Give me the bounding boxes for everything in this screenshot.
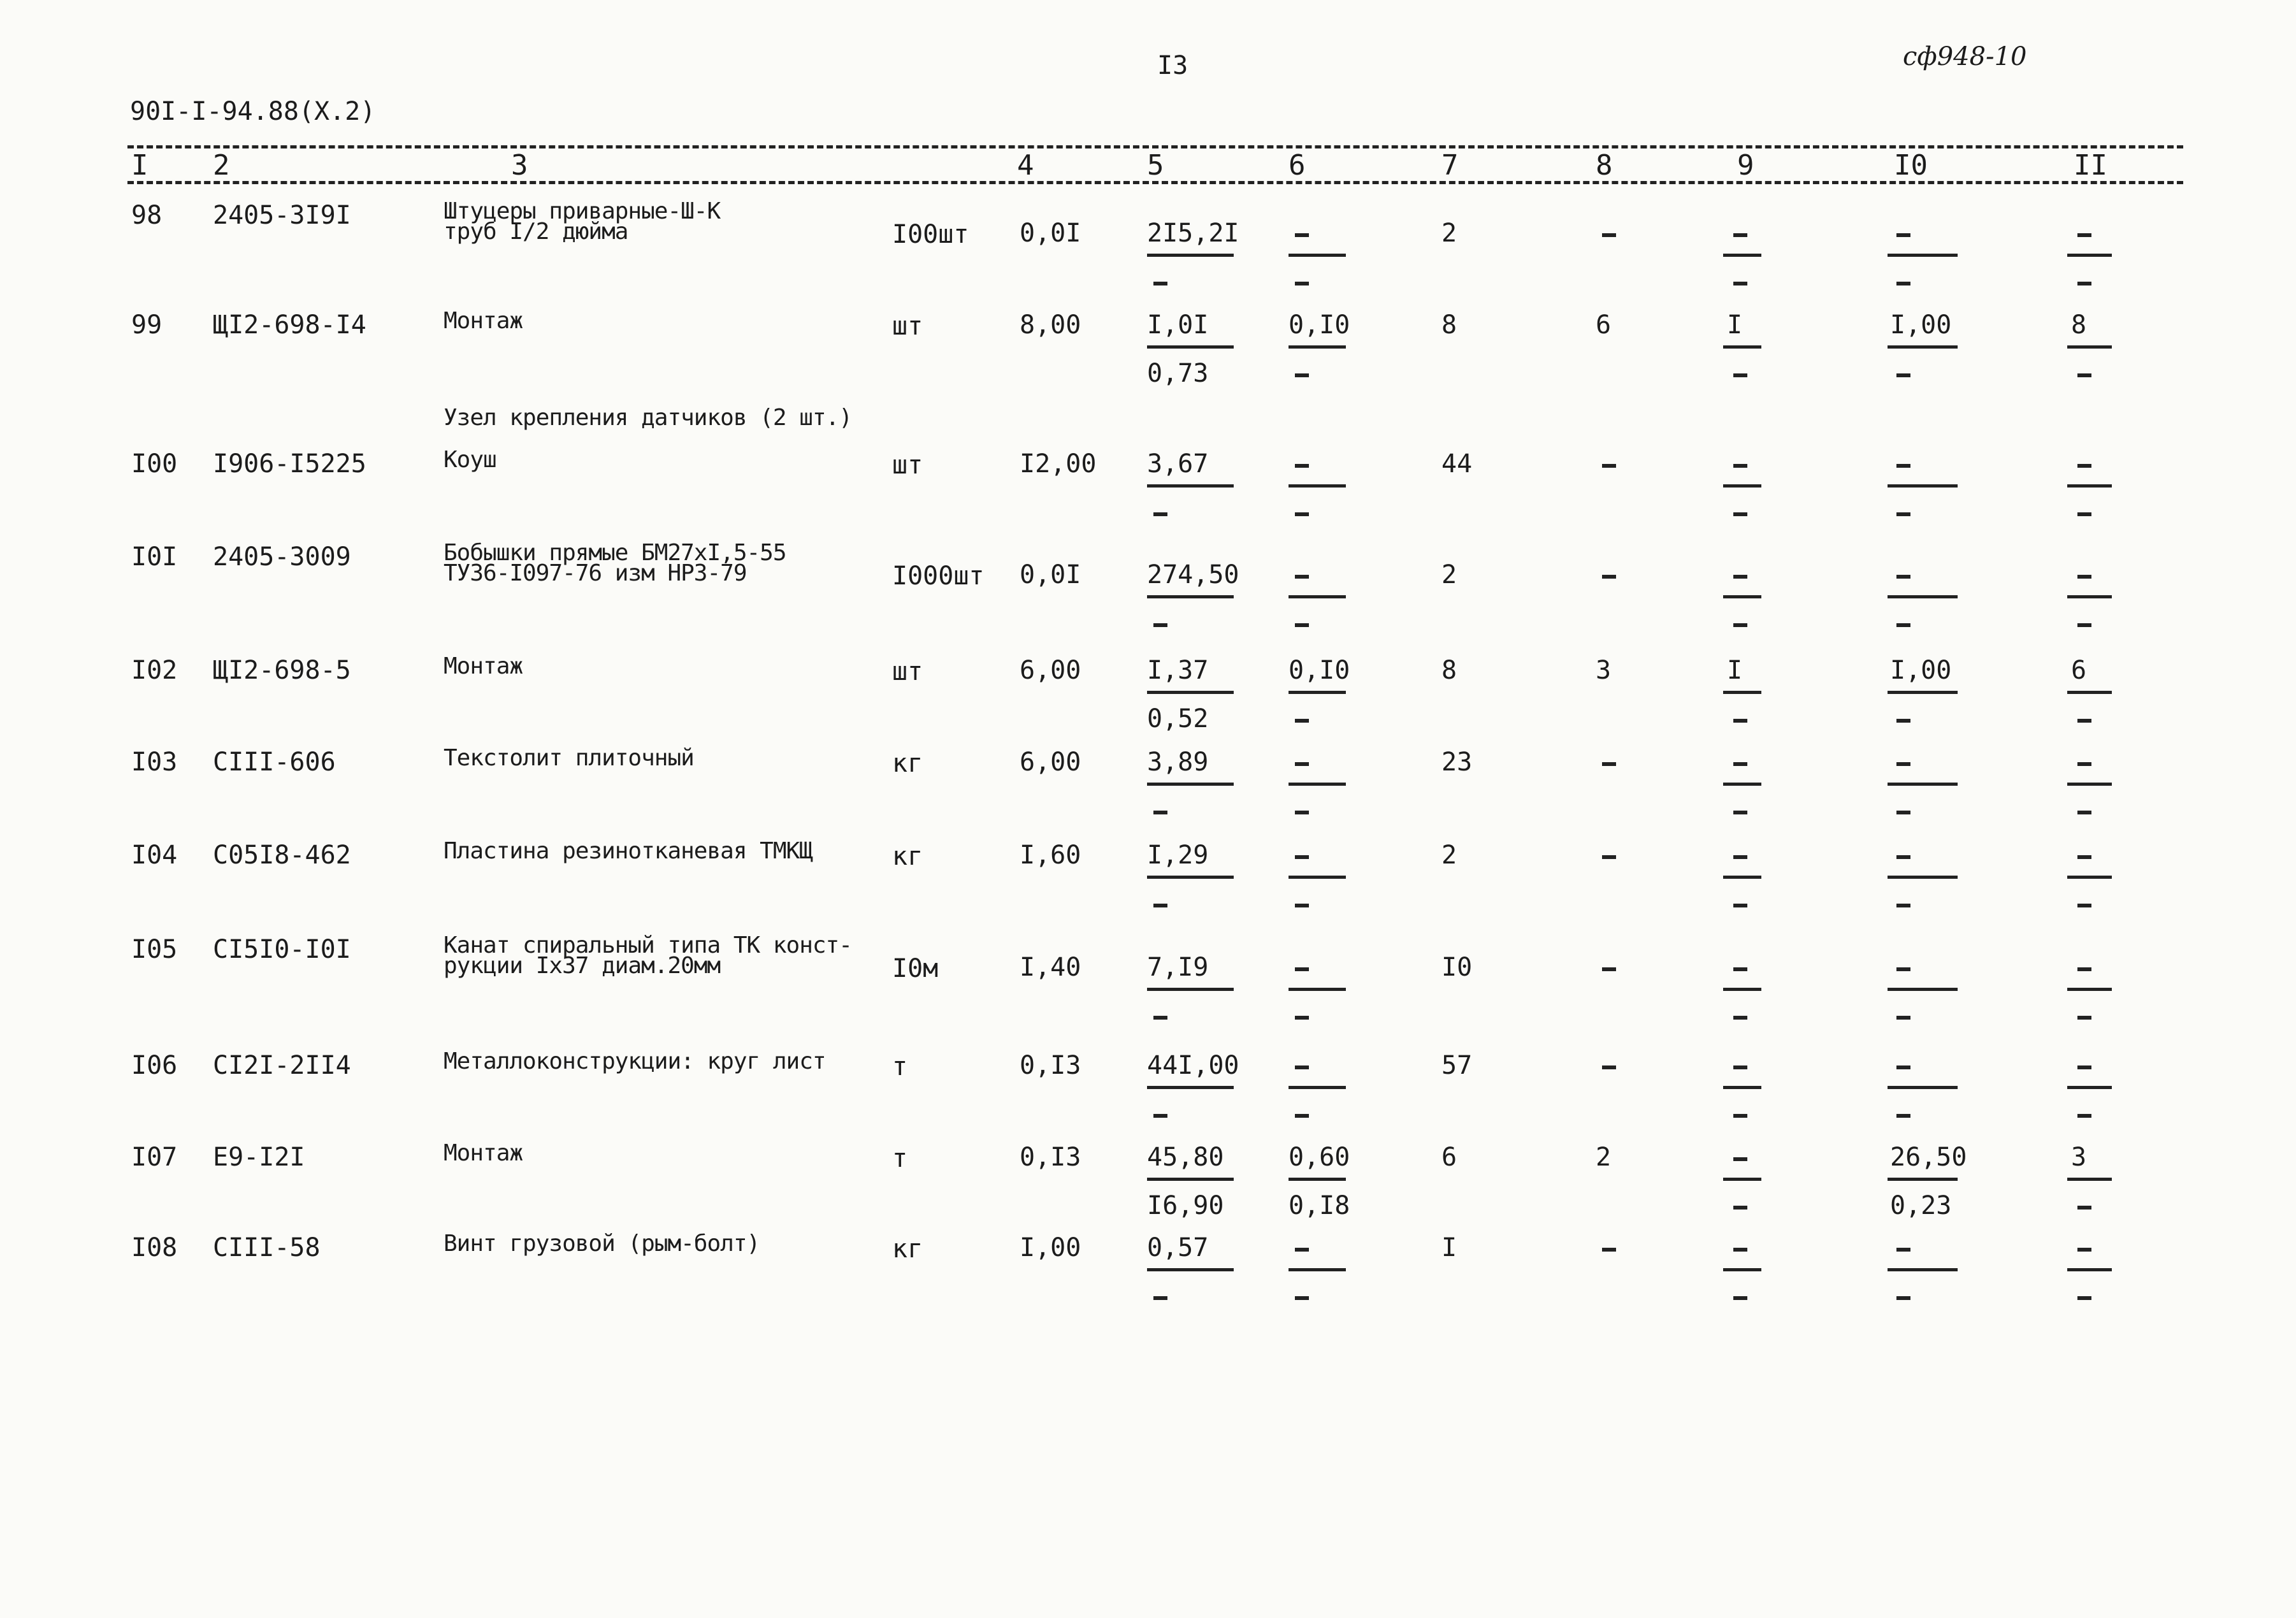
labor-hours-machine	[1896, 904, 1910, 907]
fraction-bar	[1723, 254, 1761, 257]
labor-hours	[1896, 762, 1910, 766]
total-cost: 8	[1441, 310, 1457, 340]
empty-dash	[1733, 282, 1747, 285]
empty-dash	[1733, 904, 1747, 907]
column-header: I	[131, 149, 148, 182]
item-description: Канат спиральный типа ТК конст-	[444, 932, 852, 958]
fraction-bar	[2067, 595, 2112, 598]
price-code: С05I8-462	[213, 841, 351, 870]
empty-dash	[2077, 1206, 2091, 1210]
column-header: II	[2074, 149, 2107, 182]
labor-value	[1733, 967, 1747, 971]
header-rule-top	[127, 145, 2183, 148]
fraction-bar	[1723, 1268, 1761, 1271]
fraction-bar	[1147, 484, 1234, 488]
unit-of-measure: кг	[892, 842, 923, 871]
item-description: Бобышки прямые БМ27хI,5-55	[444, 540, 786, 566]
quantity: 0,0I	[1020, 219, 1081, 248]
item-description-line2: труб I/2 дюйма	[444, 219, 628, 245]
fraction-bar	[2067, 988, 2112, 991]
labor-total: 3	[2071, 1143, 2087, 1172]
fraction-bar	[1147, 345, 1234, 349]
labor-hours	[1896, 1065, 1910, 1069]
fraction-bar	[1289, 691, 1346, 694]
unit-cost-total: 44I,00	[1147, 1051, 1239, 1080]
labor-hours	[1896, 575, 1910, 579]
fraction-bar	[2067, 691, 2112, 694]
fraction-bar	[1147, 1268, 1234, 1271]
empty-dash	[1733, 512, 1747, 516]
fraction-bar	[1147, 595, 1234, 598]
machine-cost: 0,60	[1289, 1143, 1350, 1172]
fraction-bar	[1289, 988, 1346, 991]
quantity: I,00	[1020, 1233, 1081, 1262]
machine-cost	[1295, 855, 1309, 859]
fraction-bar	[2067, 345, 2112, 349]
empty-dash	[2077, 373, 2091, 377]
labor-value	[1733, 1065, 1747, 1069]
total-cost: 44	[1441, 449, 1473, 479]
section-caption: Узел крепления датчиков (2 шт.)	[444, 405, 852, 431]
empty-dash	[1295, 282, 1309, 285]
column-header: 2	[213, 149, 230, 182]
labor-total: 6	[2071, 656, 2087, 685]
empty-dash	[1733, 1114, 1747, 1118]
item-description: Монтаж	[444, 308, 523, 334]
unit-cost-total: I,0I	[1147, 310, 1209, 340]
labor-total	[2077, 1065, 2091, 1069]
unit-cost-wages	[1153, 512, 1167, 516]
unit-of-measure: шт	[892, 451, 923, 480]
empty-dash	[2077, 811, 2091, 814]
document-reference: 90I-I-94.88(X.2)	[130, 97, 376, 126]
machine-cost	[1295, 1248, 1309, 1252]
fraction-bar	[2067, 1178, 2112, 1181]
unit-cost-wages: 0,52	[1147, 704, 1209, 733]
unit-cost-wages	[1153, 904, 1167, 907]
unit-of-measure: шт	[892, 312, 923, 341]
row-number: I03	[131, 748, 178, 777]
fraction-bar	[1888, 988, 1958, 991]
unit-cost-wages	[1153, 1296, 1167, 1300]
fraction-bar	[1888, 1178, 1958, 1181]
unit-of-measure: I0м	[892, 954, 939, 983]
column-header: 6	[1289, 149, 1306, 182]
machine-cost	[1295, 967, 1309, 971]
labor-hours: I,00	[1890, 656, 1952, 685]
labor-hours	[1896, 967, 1910, 971]
total-cost: 2	[1441, 219, 1457, 248]
total-cost: I	[1441, 1233, 1457, 1262]
labor-total: 8	[2071, 310, 2087, 340]
empty-dash	[2077, 282, 2091, 285]
labor-total	[2077, 855, 2091, 859]
price-code: Е9-I2I	[213, 1143, 305, 1172]
fraction-bar	[1723, 1178, 1761, 1181]
labor-value	[1733, 464, 1747, 468]
labor-hours	[1896, 464, 1910, 468]
empty-dash	[1295, 1296, 1309, 1300]
total-cost: 2	[1441, 560, 1457, 589]
empty-dash	[1295, 904, 1309, 907]
unit-cost-wages	[1153, 1114, 1167, 1118]
fraction-bar	[1289, 484, 1346, 488]
quantity: 0,I3	[1020, 1143, 1081, 1172]
total-machine	[1602, 855, 1616, 859]
fraction-bar	[1723, 595, 1761, 598]
fraction-bar	[1723, 1086, 1761, 1089]
unit-of-measure: т	[892, 1052, 908, 1081]
total-machine: 2	[1596, 1143, 1612, 1172]
fraction-bar	[1888, 345, 1958, 349]
fraction-bar	[1723, 345, 1761, 349]
row-number: I06	[131, 1051, 178, 1080]
empty-dash	[2077, 904, 2091, 907]
fraction-bar	[1723, 988, 1761, 991]
item-description: Штуцеры приварные-Ш-К	[444, 198, 721, 224]
price-code: СIII-606	[213, 748, 336, 777]
empty-dash	[1733, 623, 1747, 627]
machine-cost	[1295, 762, 1309, 766]
fraction-bar	[1723, 691, 1761, 694]
empty-dash	[2077, 1114, 2091, 1118]
labor-hours-machine	[1896, 282, 1910, 285]
labor-hours-machine: 0,23	[1890, 1191, 1952, 1220]
labor-total	[2077, 1248, 2091, 1252]
empty-dash	[1733, 373, 1747, 377]
labor-value	[1733, 233, 1747, 237]
fraction-bar	[2067, 254, 2112, 257]
empty-dash	[1733, 811, 1747, 814]
price-code: 2405-3009	[213, 542, 351, 572]
price-code: СI5I0-I0I	[213, 935, 351, 964]
labor-total	[2077, 762, 2091, 766]
unit-cost-total: 7,I9	[1147, 953, 1209, 982]
item-description: Коуш	[444, 447, 496, 473]
labor-hours-machine	[1896, 373, 1910, 377]
item-description: Монтаж	[444, 1140, 523, 1166]
labor-value: I	[1727, 656, 1743, 685]
unit-cost-total: 2I5,2I	[1147, 219, 1239, 248]
total-cost: I0	[1441, 953, 1473, 982]
column-header: 5	[1147, 149, 1164, 182]
unit-cost-total: 0,57	[1147, 1233, 1209, 1262]
empty-dash	[2077, 512, 2091, 516]
row-number: 98	[131, 201, 162, 230]
quantity: 0,I3	[1020, 1051, 1081, 1080]
total-machine	[1602, 575, 1616, 579]
machine-wages: 0,I8	[1289, 1191, 1350, 1220]
empty-dash	[1295, 1114, 1309, 1118]
fraction-bar	[2067, 1086, 2112, 1089]
column-header: 3	[511, 149, 528, 182]
fraction-bar	[1147, 1178, 1234, 1181]
labor-hours-machine	[1896, 1016, 1910, 1020]
fraction-bar	[1289, 595, 1346, 598]
fraction-bar	[1723, 783, 1761, 786]
fraction-bar	[1147, 876, 1234, 879]
labor-value	[1733, 575, 1747, 579]
row-number: 99	[131, 310, 162, 340]
unit-of-measure: кг	[892, 749, 923, 778]
quantity: 6,00	[1020, 656, 1081, 685]
labor-total	[2077, 464, 2091, 468]
labor-hours-machine	[1896, 811, 1910, 814]
machine-cost	[1295, 464, 1309, 468]
labor-hours	[1896, 855, 1910, 859]
fraction-bar	[1888, 595, 1958, 598]
total-machine	[1602, 464, 1616, 468]
labor-hours: I,00	[1890, 310, 1952, 340]
unit-cost-total: 45,80	[1147, 1143, 1224, 1172]
quantity: 0,0I	[1020, 560, 1081, 589]
fraction-bar	[1888, 783, 1958, 786]
unit-cost-total: 3,67	[1147, 449, 1209, 479]
machine-cost	[1295, 1065, 1309, 1069]
row-number: I07	[131, 1143, 178, 1172]
labor-value	[1733, 855, 1747, 859]
fraction-bar	[2067, 783, 2112, 786]
fraction-bar	[1289, 254, 1346, 257]
fraction-bar	[1147, 783, 1234, 786]
labor-hours-machine	[1896, 719, 1910, 723]
unit-of-measure: I00шт	[892, 220, 969, 249]
price-code: 2405-3I9I	[213, 201, 351, 230]
row-number: I05	[131, 935, 178, 964]
fraction-bar	[1888, 691, 1958, 694]
fraction-bar	[1888, 1268, 1958, 1271]
fraction-bar	[1888, 484, 1958, 488]
total-machine	[1602, 967, 1616, 971]
unit-cost-wages	[1153, 1016, 1167, 1020]
price-code: СI2I-2II4	[213, 1051, 351, 1080]
labor-hours: 26,50	[1890, 1143, 1967, 1172]
row-number: I04	[131, 841, 178, 870]
fraction-bar	[1888, 876, 1958, 879]
fraction-bar	[1289, 876, 1346, 879]
unit-cost-wages	[1153, 811, 1167, 814]
total-cost: 57	[1441, 1051, 1473, 1080]
item-description-line2: ТУ36-I097-76 изм НРЗ-79	[444, 560, 747, 586]
labor-value	[1733, 1157, 1747, 1161]
fraction-bar	[1289, 1178, 1346, 1181]
total-machine	[1602, 1248, 1616, 1252]
price-code: I906-I5225	[213, 449, 366, 479]
total-machine: 3	[1596, 656, 1612, 685]
labor-value	[1733, 762, 1747, 766]
unit-cost-wages	[1153, 282, 1167, 285]
empty-dash	[1733, 1206, 1747, 1210]
fraction-bar	[1289, 783, 1346, 786]
empty-dash	[1733, 1296, 1747, 1300]
total-machine	[1602, 233, 1616, 237]
fraction-bar	[1723, 484, 1761, 488]
fraction-bar	[2067, 484, 2112, 488]
item-description-line2: рукции Iх37 диам.20мм	[444, 953, 721, 979]
empty-dash	[2077, 1296, 2091, 1300]
price-code: ЩI2-698-5	[213, 656, 351, 685]
unit-of-measure: кг	[892, 1234, 923, 1264]
column-header: 9	[1737, 149, 1754, 182]
archive-stamp: сф948-10	[1903, 42, 2027, 71]
unit-cost-total: I,37	[1147, 656, 1209, 685]
column-header: 4	[1017, 149, 1034, 182]
empty-dash	[1295, 512, 1309, 516]
fraction-bar	[1147, 988, 1234, 991]
empty-dash	[1733, 1016, 1747, 1020]
machine-cost: 0,I0	[1289, 310, 1350, 340]
row-number: I02	[131, 656, 178, 685]
unit-cost-wages: 0,73	[1147, 359, 1209, 388]
unit-of-measure: I000шт	[892, 561, 985, 591]
unit-cost-wages	[1153, 623, 1167, 627]
empty-dash	[2077, 1016, 2091, 1020]
fraction-bar	[1888, 254, 1958, 257]
fraction-bar	[1888, 1086, 1958, 1089]
empty-dash	[1733, 719, 1747, 723]
fraction-bar	[1147, 254, 1234, 257]
empty-dash	[2077, 623, 2091, 627]
quantity: I2,00	[1020, 449, 1097, 479]
total-cost: 2	[1441, 841, 1457, 870]
empty-dash	[1295, 811, 1309, 814]
empty-dash	[1295, 623, 1309, 627]
total-cost: 6	[1441, 1143, 1457, 1172]
labor-hours-machine	[1896, 1114, 1910, 1118]
quantity: I,40	[1020, 953, 1081, 982]
labor-hours	[1896, 1248, 1910, 1252]
column-header: 7	[1441, 149, 1459, 182]
item-description: Металлоконструкции: круг лист	[444, 1048, 826, 1074]
item-description: Текстолит плиточный	[444, 745, 694, 771]
item-description: Пластина резинотканевая ТМКЩ	[444, 838, 812, 864]
unit-of-measure: шт	[892, 657, 923, 686]
machine-cost	[1295, 233, 1309, 237]
total-machine	[1602, 1065, 1616, 1069]
unit-cost-total: 274,50	[1147, 560, 1239, 589]
item-description: Монтаж	[444, 653, 523, 679]
quantity: 6,00	[1020, 748, 1081, 777]
labor-hours-machine	[1896, 512, 1910, 516]
labor-value: I	[1727, 310, 1743, 340]
empty-dash	[1295, 1016, 1309, 1020]
page-number: I3	[1157, 51, 1188, 80]
labor-hours-machine	[1896, 1296, 1910, 1300]
column-header: 8	[1596, 149, 1613, 182]
fraction-bar	[1289, 345, 1346, 349]
fraction-bar	[1289, 1086, 1346, 1089]
row-number: I08	[131, 1233, 178, 1262]
labor-total	[2077, 967, 2091, 971]
fraction-bar	[1147, 691, 1234, 694]
item-description: Винт грузовой (рым-болт)	[444, 1231, 760, 1257]
price-code: ЩI2-698-I4	[213, 310, 366, 340]
empty-dash	[1295, 373, 1309, 377]
total-machine	[1602, 762, 1616, 766]
column-header: I0	[1894, 149, 1928, 182]
fraction-bar	[1289, 1268, 1346, 1271]
total-cost: 23	[1441, 748, 1473, 777]
total-machine: 6	[1596, 310, 1612, 340]
machine-cost	[1295, 575, 1309, 579]
unit-cost-total: I,29	[1147, 841, 1209, 870]
labor-value	[1733, 1248, 1747, 1252]
unit-of-measure: т	[892, 1144, 908, 1173]
empty-dash	[2077, 719, 2091, 723]
machine-cost: 0,I0	[1289, 656, 1350, 685]
fraction-bar	[1723, 876, 1761, 879]
fraction-bar	[2067, 1268, 2112, 1271]
quantity: 8,00	[1020, 310, 1081, 340]
empty-dash	[1295, 719, 1309, 723]
labor-hours	[1896, 233, 1910, 237]
unit-cost-total: 3,89	[1147, 748, 1209, 777]
row-number: I0I	[131, 542, 178, 572]
unit-cost-wages: I6,90	[1147, 1191, 1224, 1220]
fraction-bar	[2067, 876, 2112, 879]
quantity: I,60	[1020, 841, 1081, 870]
price-code: СIII-58	[213, 1233, 321, 1262]
labor-total	[2077, 575, 2091, 579]
total-cost: 8	[1441, 656, 1457, 685]
fraction-bar	[1147, 1086, 1234, 1089]
labor-hours-machine	[1896, 623, 1910, 627]
labor-total	[2077, 233, 2091, 237]
row-number: I00	[131, 449, 178, 479]
